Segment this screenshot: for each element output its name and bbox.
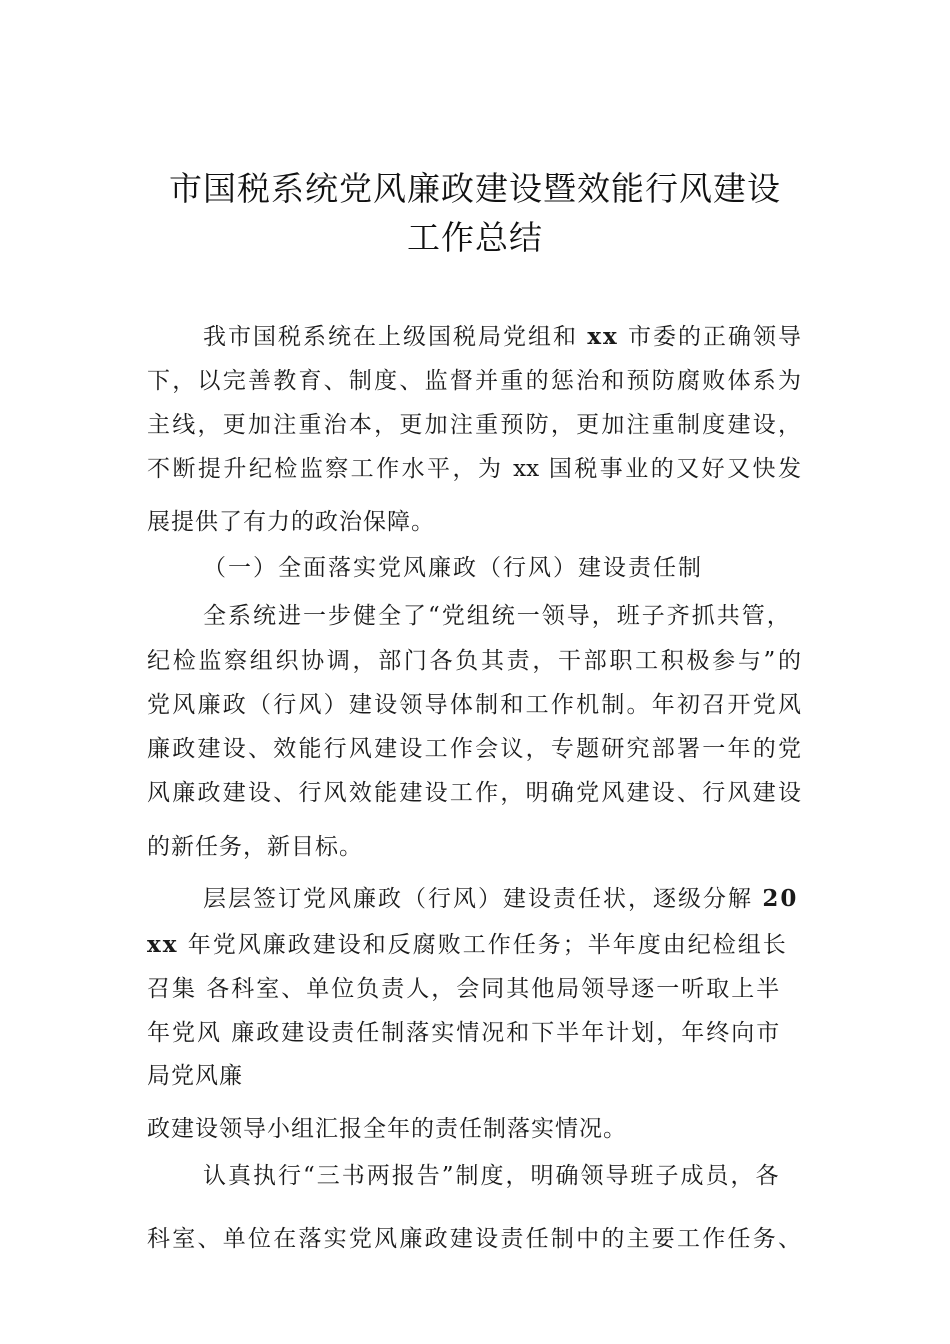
placeholder-xx: xx bbox=[587, 323, 619, 350]
paragraph-3-line-3: 召集 各科室、单位负责人，会同其他局领导逐一听取上半 bbox=[147, 976, 782, 1002]
paragraph-3-text: 层层签订党风廉政（行风）建设责任状，逐级分解 bbox=[203, 886, 763, 912]
paragraph-4-line-1: 认真执行“三书两报告”制度，明确领导班子成员，各 bbox=[203, 1163, 781, 1189]
document-title-line-2: 工作总结 bbox=[407, 218, 543, 257]
paragraph-3-text: 年党风廉政建设和反腐败工作任务；半年度由纪检组长 bbox=[178, 932, 788, 958]
paragraph-2-line-5: 风廉政建设、行风效能建设工作，明确党风建设、行风建设 bbox=[147, 780, 801, 806]
paragraph-3-line-4: 年党风 廉政建设责任制落实情况和下半年计划，年终向市 bbox=[147, 1020, 782, 1046]
paragraph-2-line-3: 党风廉政（行风）建设领导体制和工作机制。年初召开党风 bbox=[147, 692, 801, 718]
section-heading: （一）全面落实党风廉政（行风）建设责任制 bbox=[203, 555, 703, 581]
paragraph-1-line-1 bbox=[203, 318, 803, 351]
document-title-line-1: 市国税系统党风廉政建设暨效能行风建设 bbox=[169, 169, 781, 208]
paragraph-1-line-4: 不断提升纪检监察工作水平，为 xx 国税事业的又好又快发 bbox=[147, 456, 801, 482]
year-prefix: 20 bbox=[762, 885, 799, 912]
paragraph-2-line-4: 廉政建设、效能行风建设工作会议，专题研究部署一年的党 bbox=[147, 736, 801, 762]
paragraph-4-line-2: 科室、单位在落实党风廉政建设责任制中的主要工作任务、 bbox=[147, 1226, 801, 1252]
paragraph-3-line-5: 局党风廉 bbox=[147, 1063, 243, 1089]
paragraph-3-line-6: 政建设领导小组汇报全年的责任制落实情况。 bbox=[147, 1116, 627, 1142]
paragraph-3-line-2 bbox=[147, 926, 788, 959]
paragraph-2-line-1: 全系统进一步健全了“党组统一领导，班子齐抓共管， bbox=[203, 603, 792, 629]
paragraph-1-line-5: 展提供了有力的政治保障。 bbox=[147, 509, 435, 535]
paragraph-2-line-6: 的新任务，新目标。 bbox=[147, 834, 363, 860]
paragraph-1-text: 我市国税系统在上级国税局党组和 bbox=[203, 324, 588, 350]
paragraph-1-line-2: 下，以完善教育、制度、监督并重的惩治和预防腐败体系为 bbox=[147, 368, 801, 394]
paragraph-2-line-2: 纪检监察组织协调，部门各负其责，干部职工积极参与”的 bbox=[147, 648, 801, 674]
paragraph-3-line-1 bbox=[203, 880, 798, 913]
paragraph-1-line-3: 主线，更加注重治本，更加注重预防，更加注重制度建设， bbox=[147, 412, 801, 438]
paragraph-1-text: 市委的正确领导 bbox=[618, 324, 804, 350]
placeholder-xx: xx bbox=[147, 931, 179, 958]
